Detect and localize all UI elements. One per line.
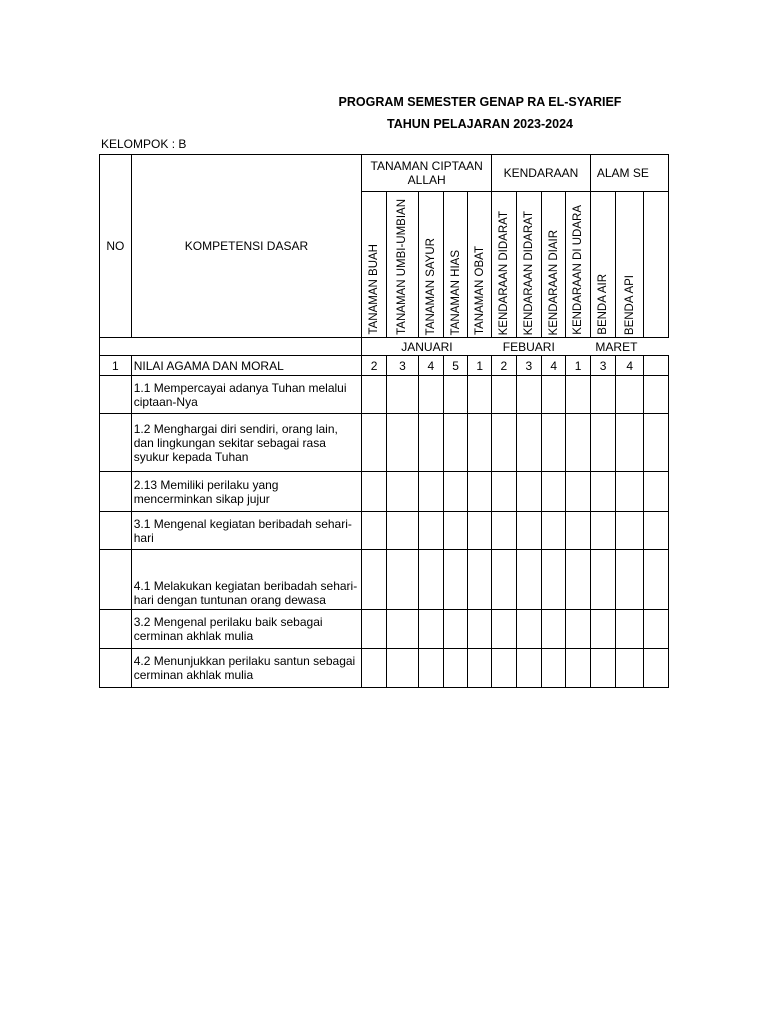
subtheme-cell [362, 192, 387, 338]
subtheme-cell [516, 192, 541, 338]
kompetensi-cell: 1.2 Menghargai diri sendiri, orang lain, dan lingkungan sekitar sebagai rasa syukur kepada Tuhan [131, 414, 361, 472]
group-kendaraan: KENDARAAN [492, 155, 591, 192]
month-maret: MARET [566, 338, 643, 356]
kompetensi-cell: 2.13 Memiliki perilaku yang mencerminkan sikap jujur [131, 472, 361, 512]
section-number: 1 [100, 356, 132, 376]
subtheme-cell [386, 192, 418, 338]
table-row [100, 472, 669, 512]
table-row [100, 414, 669, 472]
week-number: 1 [566, 356, 590, 376]
empty-cell [100, 610, 132, 649]
subtheme-label: KENDARAAN DIAIR [547, 229, 560, 335]
subtheme-label: KENDARAAN DI UDARA [572, 205, 585, 335]
week-number: 4 [542, 356, 566, 376]
program-semester-table [99, 154, 669, 688]
kompetensi-cell: 1.1 Mempercayai adanya Tuhan melalui ciptaan-Nya [131, 376, 361, 414]
group-alam-semesta: ALAM SE [590, 155, 668, 192]
week-number: 4 [616, 356, 644, 376]
week-number: 3 [516, 356, 541, 376]
subtheme-label: BENDA AIR [597, 274, 610, 335]
kompetensi-cell: 4.2 Menunjukkan perilaku santun sebagai cerminan akhlak mulia [131, 649, 361, 688]
empty-cell [100, 512, 132, 550]
subtheme-cell [468, 192, 492, 338]
document-title: PROGRAM SEMESTER GENAP RA EL-SYARIEF [338, 95, 622, 109]
header-kompetensi-dasar: KOMPETENSI DASAR [131, 155, 361, 338]
subtheme-label: TANAMAN HIAS [449, 249, 462, 335]
program-table-viewport [99, 154, 669, 694]
subtheme-label: KENDARAAN DIDARAT [497, 210, 510, 335]
subtheme-label: TANAMAN BUAH [368, 244, 381, 335]
subtheme-label: TANAMAN OBAT [473, 245, 486, 335]
header-no: NO [100, 155, 132, 338]
week-number: 3 [590, 356, 616, 376]
empty-cell [131, 338, 361, 356]
document-subtitle: TAHUN PELAJARAN 2023-2024 [387, 117, 573, 131]
subtheme-label: TANAMAN UMBI-UMBIAN [396, 199, 409, 335]
week-number: 5 [443, 356, 468, 376]
empty-cell [100, 376, 132, 414]
kompetensi-cell: 3.1 Mengenal kegiatan beribadah sehari-hari [131, 512, 361, 550]
subtheme-cell [616, 192, 644, 338]
table-row [100, 550, 669, 610]
empty-cell [643, 192, 668, 338]
group-tanaman-ciptaan-allah: TANAMAN CIPTAAN ALLAH [362, 155, 492, 192]
subtheme-cell [590, 192, 616, 338]
subtheme-cell [566, 192, 590, 338]
kompetensi-cell: 3.2 Mengenal perilaku baik sebagai cerminan akhlak mulia [131, 610, 361, 649]
empty-cell [100, 550, 132, 610]
subtheme-cell [492, 192, 516, 338]
empty-cell [643, 356, 668, 376]
empty-cell [100, 414, 132, 472]
subtheme-label: TANAMAN SAYUR [424, 237, 437, 335]
subtheme-label: BENDA API [623, 274, 636, 335]
table-row [100, 610, 669, 649]
month-febuari: FEBUARI [492, 338, 566, 356]
week-number: 2 [362, 356, 387, 376]
kompetensi-cell: 4.1 Melakukan kegiatan beribadah sehari-hari dengan tuntunan orang dewasa [131, 550, 361, 610]
subtheme-label: KENDARAAN DIDARAT [522, 210, 535, 335]
subtheme-cell [419, 192, 444, 338]
empty-cell [100, 649, 132, 688]
empty-cell [100, 338, 132, 356]
subtheme-cell [542, 192, 566, 338]
week-number: 1 [468, 356, 492, 376]
month-januari: JANUARI [362, 338, 492, 356]
kelompok-label: KELOMPOK : B [101, 137, 187, 151]
week-number: 2 [492, 356, 516, 376]
empty-cell [643, 338, 668, 356]
table-row [100, 649, 669, 688]
subtheme-cell [443, 192, 468, 338]
table-row [100, 376, 669, 414]
week-number: 4 [419, 356, 444, 376]
section-title: NILAI AGAMA DAN MORAL [131, 356, 361, 376]
week-number: 3 [386, 356, 418, 376]
table-row [100, 512, 669, 550]
empty-cell [100, 472, 132, 512]
